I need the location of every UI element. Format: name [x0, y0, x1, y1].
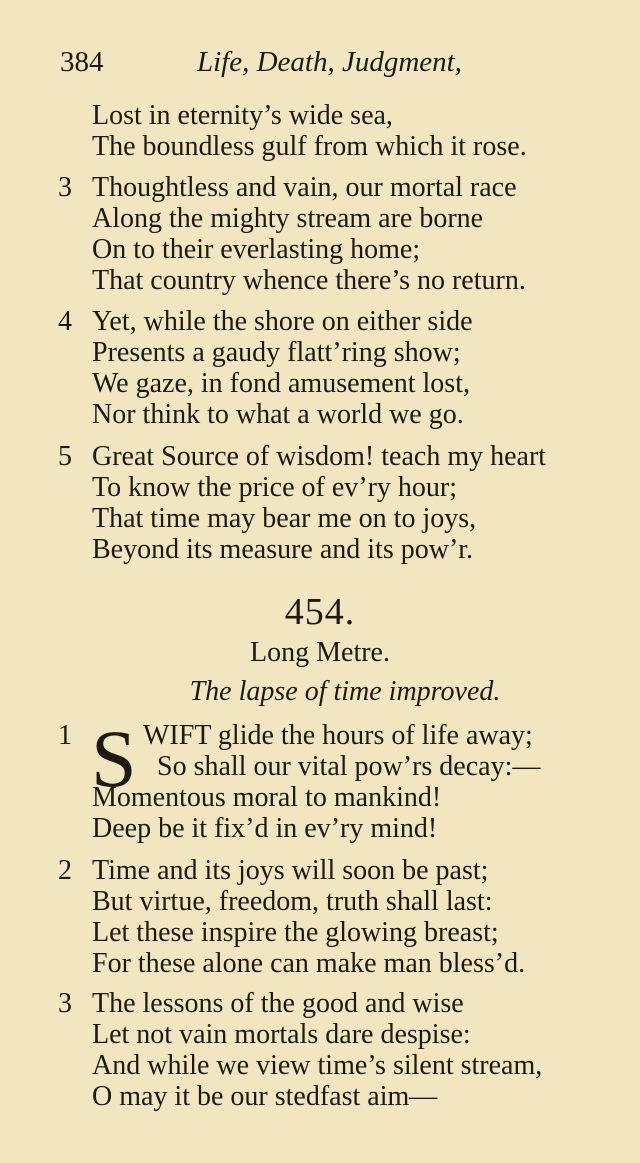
hymn-subtitle: The lapse of time improved.: [189, 676, 501, 707]
verse-number: 3: [58, 172, 72, 203]
verse-text: And while we view time’s silent stream,: [92, 1050, 543, 1081]
running-head: [60, 46, 540, 86]
drop-cap: S: [91, 713, 137, 804]
verse-text: To know the price of ev’ry hour;: [92, 472, 458, 503]
verse-text: The boundless gulf from which it rose.: [92, 131, 527, 162]
verse-text: Presents a gaudy flatt’ring show;: [92, 337, 461, 368]
verse-text: WIFT glide the hours of life away;: [143, 720, 533, 751]
verse-text: Lost in eternity’s wide sea,: [92, 100, 393, 131]
verse-text: The lessons of the good and wise: [92, 988, 464, 1019]
verse-text: Thoughtless and vain, our mortal race: [92, 172, 517, 203]
page-number: 384: [60, 46, 104, 78]
verse-text: Great Source of wisdom! teach my heart: [92, 441, 547, 472]
verse-number: 5: [58, 441, 72, 472]
verse-text: So shall our vital pow’rs decay:—: [157, 751, 541, 782]
verse-text: Nor think to what a world we go.: [92, 399, 464, 430]
verse-number: 3: [58, 988, 72, 1019]
verse-text: But virtue, freedom, truth shall last:: [92, 886, 493, 917]
verse-text: Momentous moral to mankind!: [92, 782, 442, 813]
running-title: Life, Death, Judgment,: [197, 46, 462, 78]
verse-text: Beyond its measure and its pow’r.: [92, 534, 474, 565]
hymn-number: 454.: [284, 591, 356, 633]
verse-text: For these alone can make man bless’d.: [92, 948, 526, 979]
verse-number: 1: [58, 720, 72, 751]
verse-text: Let these inspire the glowing breast;: [92, 917, 499, 948]
verse-text: Yet, while the shore on either side: [92, 306, 473, 337]
verse-number: 4: [58, 306, 72, 337]
verse-text: On to their everlasting home;: [92, 234, 421, 265]
verse-text: That time may bear me on to joys,: [92, 503, 477, 534]
verse-text: O may it be our stedfast aim—: [92, 1081, 438, 1112]
verse-text: Deep be it fix’d in ev’ry mind!: [92, 813, 438, 844]
verse-text: We gaze, in fond amusement lost,: [92, 368, 470, 399]
verse-text: Along the mighty stream are borne: [92, 203, 484, 234]
hymn-metre: Long Metre.: [250, 637, 390, 668]
verse-text: Time and its joys will soon be past;: [92, 855, 489, 886]
verse-text: That country whence there’s no return.: [92, 265, 526, 296]
verse-number: 2: [58, 855, 72, 886]
verse-text: Let not vain mortals dare despise:: [92, 1019, 471, 1050]
